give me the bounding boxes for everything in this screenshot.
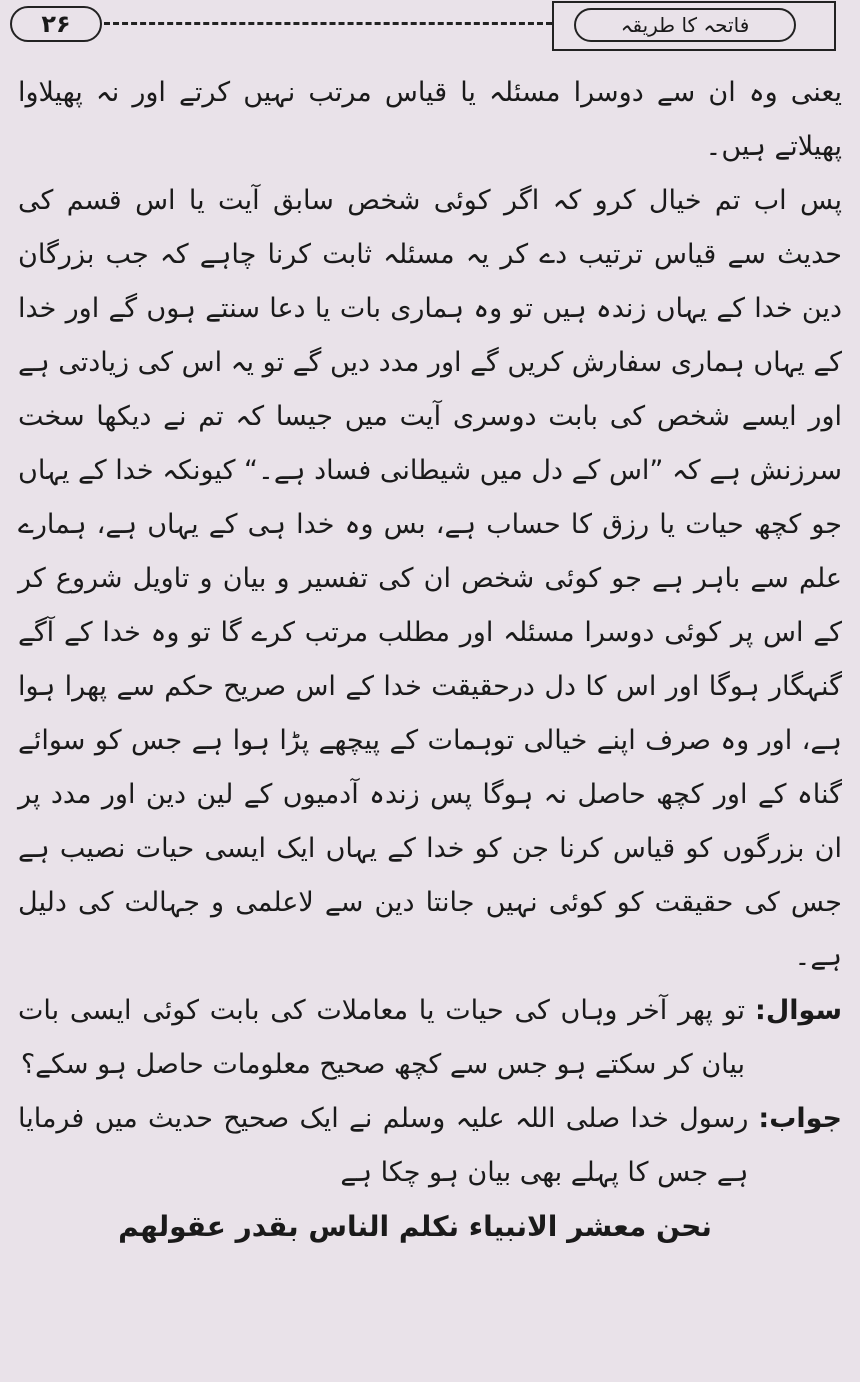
answer-text: رسول خدا صلی اللہ علیہ وسلم نے ایک صحیح حدیث میں فرمایا ہے جس کا پہلے بھی بیان ہو چکا ہے [18, 1103, 749, 1188]
question-text: تو پھر آخر وہاں کی حیات یا معاملات کی بابت کوئی ایسی بات بیان کر سکتے ہو جس سے کچھ صحیح معلومات حاصل ہو سکے؟ [18, 995, 746, 1080]
header-dashed-divider [104, 22, 552, 25]
page-body [18, 66, 842, 1254]
answer-label: جواب: [758, 1103, 842, 1134]
running-title: فاتحہ کا طریقہ [574, 8, 796, 42]
running-title-frame [552, 1, 836, 51]
question-block [18, 984, 842, 1092]
question-label: سوال: [755, 995, 842, 1026]
page-number: ۲۶ [10, 6, 102, 42]
arabic-hadith-quote: نحن معشر الانبياء نكلم الناس بقدر عقولهم [118, 1210, 712, 1243]
paragraph-intro: یعنی وہ ان سے دوسرا مسئلہ یا قیاس مرتب نہیں کرتے اور نہ پھیلاوا پھیلاتے ہیں۔ [18, 77, 842, 162]
answer-block [18, 1092, 842, 1200]
page-header [0, 0, 860, 58]
paragraph-main: پس اب تم خیال کرو کہ اگر کوئی شخص سابق آیت یا اس قسم کی حدیث سے قیاس ترتیب دے کر یہ مسئلہ ثابت کرنا چاہے کہ جب بزرگان دین خدا کے یہاں زندہ ہیں تو وہ ہماری بات یا دعا سنتے ہوں گے اور خدا کے یہاں ہماری سفارش کریں گے اور مدد دیں گے تو یہ اس کی زیادتی ہے اور ایسے شخص کی بابت دوسری آیت میں جیسا کہ تم نے دیکھا سخت سرزنش ہے کہ ”اس کے دل میں شیطانی فساد ہے۔“ کیونکہ خدا کے یہاں جو کچھ حیات یا رزق کا حساب ہے، بس وہ خدا ہی کے یہاں ہے، ہمارے علم سے باہر ہے جو کوئی شخص ان کی تفسیر و بیان و تاویل شروع کر کے اس پر کوئی دوسرا مسئلہ اور مطلب مرتب کرے گا تو وہ خدا کے آگے گنہگار ہوگا اور اس کا دل درحقیقت خدا کے اس صریح حکم سے پھرا ہوا ہے، اور وہ صرف اپنے خیالی توہمات کے پیچھے پڑا ہوا ہے جس کو سوائے گناہ کے اور کچھ حاصل نہ ہوگا پس زندہ آدمیوں کے لین دین اور مدد پر ان بزرگوں کو قیاس کرنا جن کو خدا کے یہاں ایک ایسی حیات نصیب ہے جس کی حقیقت کو کوئی نہیں جانتا دین سے لاعلمی و جہالت کی دلیل ہے۔ [18, 185, 842, 972]
